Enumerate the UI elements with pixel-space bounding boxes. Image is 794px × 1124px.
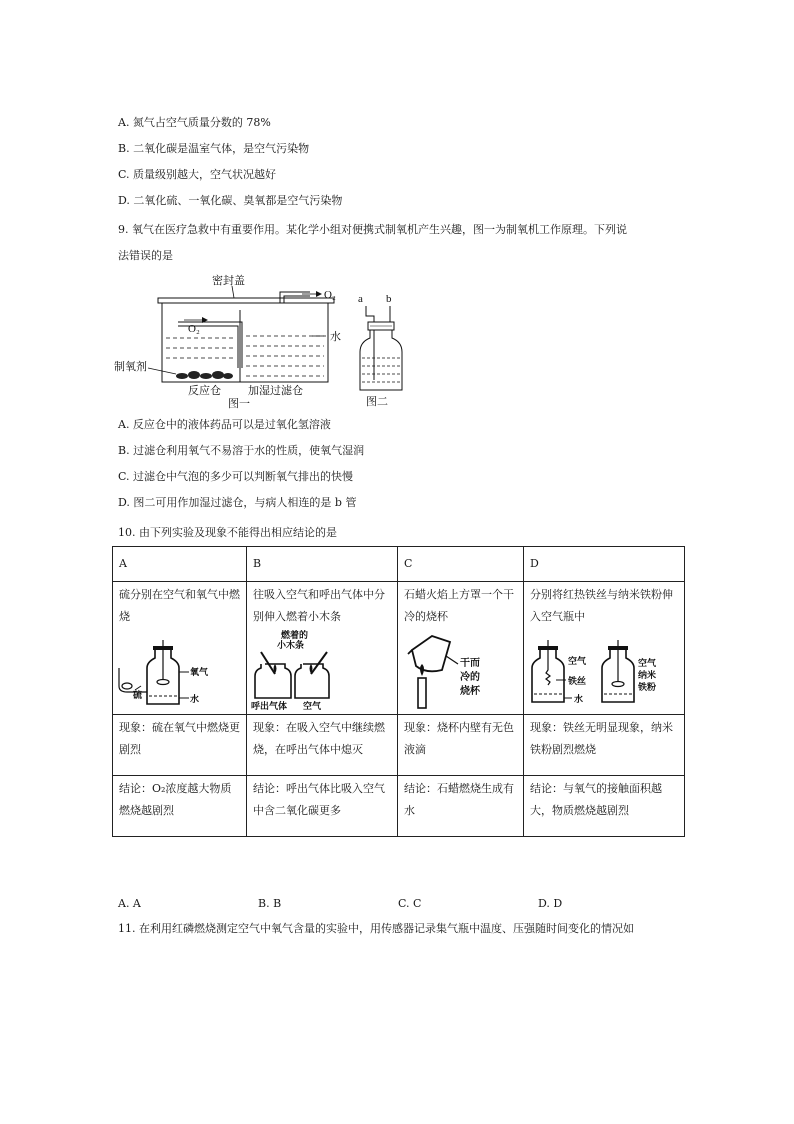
figure-candle-beaker bbox=[402, 630, 512, 710]
q9-option-a: A. 反应仓中的液体药品可以是过氧化氢溶液 bbox=[118, 418, 331, 431]
fig-a-oxygen: 氧气 bbox=[190, 667, 209, 677]
fig1-water-label: 水 bbox=[330, 331, 341, 343]
figure-sulfur-burning bbox=[117, 640, 227, 710]
table-description-row bbox=[113, 582, 685, 715]
desc-a: 硫分别在空气和氧气中燃烧 bbox=[119, 588, 240, 623]
figure-gas-washing-bottle bbox=[352, 292, 412, 408]
figure-oxygen-generator bbox=[112, 270, 352, 410]
desc-b: 往吸入空气和呼出气体中分别伸入燃着小木条 bbox=[253, 588, 385, 623]
q10-answer-d: D. D bbox=[538, 897, 563, 910]
header-a: A bbox=[113, 547, 247, 582]
conclusion-d: 结论：与氧气的接触面积越大，物质燃烧越剧烈 bbox=[524, 776, 685, 837]
q9-stem-line2: 法错误的是 bbox=[118, 249, 173, 262]
desc-d: 分别将红热铁丝与纳米铁粉伸入空气瓶中 bbox=[530, 588, 673, 623]
figure-iron-combustion bbox=[528, 640, 678, 710]
fig-d-wire: 铁丝 bbox=[568, 676, 587, 686]
fig-c-label-3: 烧杯 bbox=[460, 686, 480, 697]
fig-a-water: 水 bbox=[190, 694, 200, 704]
conclusion-b: 结论：呼出气体比吸入空气中含二氧化碳更多 bbox=[247, 776, 398, 837]
figure-wooden-stick-test bbox=[251, 630, 371, 710]
fig1-o2-in-label: O₂ bbox=[188, 323, 200, 335]
fig2-caption: 图二 bbox=[366, 396, 388, 408]
fig1-filter-label: 加湿过滤仓 bbox=[248, 385, 303, 397]
fig2-label-b: b bbox=[386, 293, 392, 305]
q9-stem-line1: 9. 氧气在医疗急救中有重要作用。某化学小组对便携式制氧机产生兴趣，图一为制氧机工作原理。下列说 bbox=[118, 223, 627, 236]
q10-answer-c: C. C bbox=[398, 897, 422, 910]
desc-cell-b bbox=[247, 582, 398, 715]
fig-a-sulfur: 硫 bbox=[133, 690, 143, 700]
header-c: C bbox=[398, 547, 524, 582]
q10-experiment-table bbox=[112, 546, 685, 837]
header-b: B bbox=[247, 547, 398, 582]
q9-option-b: B. 过滤仓利用氧气不易溶于水的性质，使氧气湿润 bbox=[118, 444, 365, 457]
q8-option-d: D. 二氧化硫、一氧化碳、臭氧都是空气污染物 bbox=[118, 194, 343, 207]
desc-cell-d bbox=[524, 582, 685, 715]
desc-cell-c bbox=[398, 582, 524, 715]
observation-b: 现象：在吸入空气中继续燃烧，在呼出气体中熄灭 bbox=[247, 715, 398, 776]
fig1-reaction-label: 反应仓 bbox=[188, 385, 221, 397]
table-header-row bbox=[113, 547, 685, 582]
fig-c-label-1: 干而 bbox=[460, 658, 480, 669]
fig2-label-a: a bbox=[358, 293, 363, 305]
fig1-o2-out-label: O₂ bbox=[324, 289, 336, 301]
table-observation-row bbox=[113, 715, 685, 776]
table-conclusion-row bbox=[113, 776, 685, 837]
q9-option-d: D. 图二可用作加湿过滤仓，与病人相连的是 b 管 bbox=[118, 496, 357, 509]
fig1-caption: 图一 bbox=[228, 398, 250, 410]
fig-d-nano-1: 纳米 bbox=[638, 670, 657, 680]
q11-stem: 11. 在利用红磷燃烧测定空气中氧气含量的实验中，用传感器记录集气瓶中温度、压强随时间变化的情况如 bbox=[118, 922, 634, 935]
observation-d: 现象：铁丝无明显现象，纳米铁粉剧烈燃烧 bbox=[524, 715, 685, 776]
fig-d-air-2: 空气 bbox=[638, 658, 657, 668]
fig-b-air: 空气 bbox=[303, 701, 322, 710]
q10-answer-a: A. A bbox=[118, 897, 141, 910]
fig-c-label-2: 冷的 bbox=[460, 672, 480, 683]
header-d: D bbox=[524, 547, 685, 582]
fig-b-stick-2: 小木条 bbox=[277, 640, 305, 650]
conclusion-c: 结论：石蜡燃烧生成有水 bbox=[398, 776, 524, 837]
fig1-lid-label: 密封盖 bbox=[212, 275, 245, 287]
desc-cell-a bbox=[113, 582, 247, 715]
q10-answer-b: B. B bbox=[258, 897, 282, 910]
q9-option-c: C. 过滤仓中气泡的多少可以判断氧气排出的快慢 bbox=[118, 470, 354, 483]
desc-c: 石蜡火焰上方罩一个干冷的烧杯 bbox=[404, 588, 514, 623]
observation-a: 现象：硫在氧气中燃烧更剧烈 bbox=[113, 715, 247, 776]
conclusion-a: 结论：O₂浓度越大物质燃烧越剧烈 bbox=[113, 776, 247, 837]
q8-option-a: A. 氮气占空气质量分数的 78% bbox=[118, 116, 271, 129]
fig-d-air-1: 空气 bbox=[568, 656, 587, 666]
fig-b-exhaled: 呼出气体 bbox=[251, 701, 288, 710]
q8-option-b: B. 二氧化碳是温室气体，是空气污染物 bbox=[118, 142, 310, 155]
fig-d-nano-2: 铁粉 bbox=[638, 682, 657, 692]
fig-b-stick-1: 燃着的 bbox=[281, 630, 309, 640]
observation-c: 现象：烧杯内壁有无色液滴 bbox=[398, 715, 524, 776]
fig1-agent-label: 制氧剂 bbox=[114, 361, 147, 373]
q10-stem: 10. 由下列实验及现象不能得出相应结论的是 bbox=[118, 526, 337, 539]
q8-option-c: C. 质量级别越大，空气状况越好 bbox=[118, 168, 277, 181]
fig-d-water: 水 bbox=[574, 694, 584, 704]
